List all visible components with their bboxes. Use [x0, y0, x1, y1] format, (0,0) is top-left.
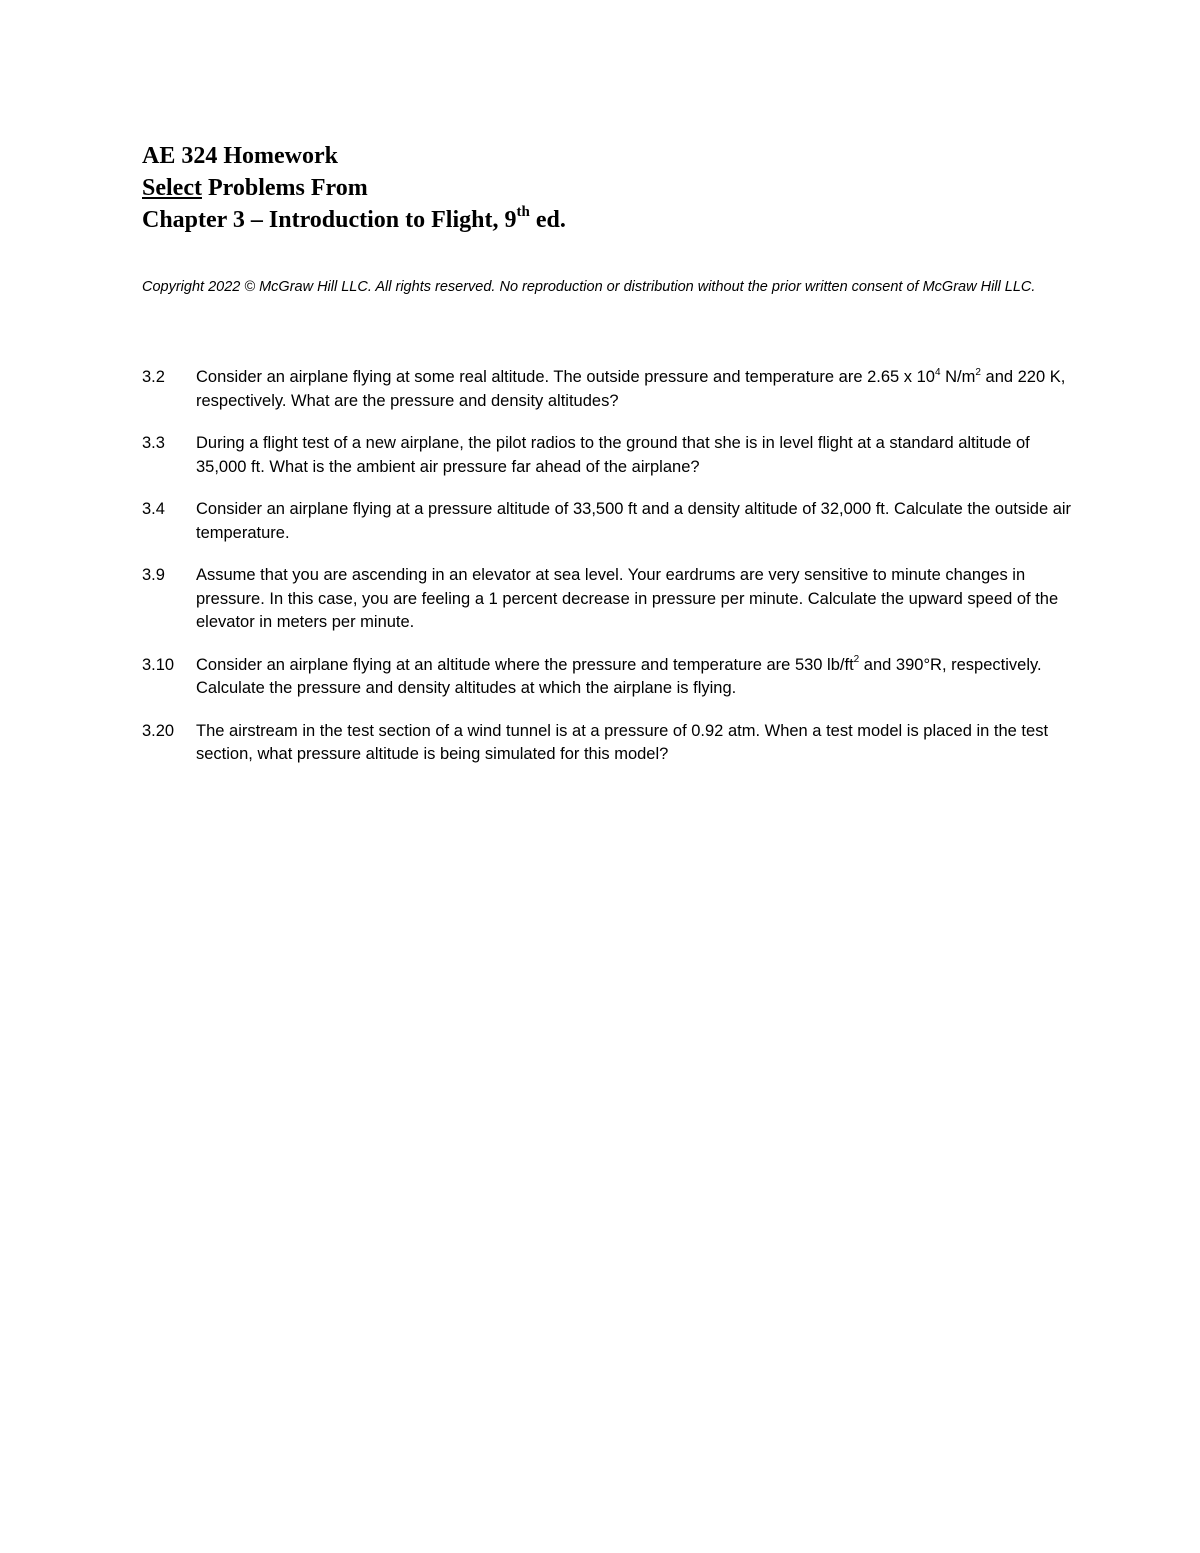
problem-text-part: and 220 K, respectively. What are the pressure and density altitudes? [196, 368, 1066, 410]
title-line-select-rest: Problems From [201, 175, 368, 201]
problem-text: The airstream in the test section of a wind tunnel is at a pressure of 0.92 atm. When a test model is placed in the test section, what pressure altitude is being simulated for this model? [196, 721, 1049, 763]
problem-item [142, 366, 1072, 413]
problem-number: 3.10 [142, 655, 175, 674]
problem-superscript: 2 [975, 366, 981, 378]
title-line-course: AE 324 Homework [142, 143, 338, 169]
problem-text-part: Consider an airplane flying at some real altitude. The outside pressure and temperature are 2.65 x 10 [196, 368, 935, 386]
title-chapter-superscript: th [516, 204, 530, 220]
problem-text: Consider an airplane flying at a pressure altitude of 33,500 ft and a density altitude of 32,000 ft. Calculate the outside air temperature. [196, 500, 1072, 542]
problem-list [142, 366, 1072, 786]
copyright-notice: Copyright 2022 © McGraw Hill LLC. All rights reserved. No reproduction or distribution without the prior written consent of McGraw Hill LLC. [142, 279, 1036, 295]
problem-number: 3.9 [142, 566, 165, 584]
problem-item [142, 564, 1072, 635]
document-title [142, 140, 1082, 236]
problem-text-part: Consider an airplane flying at an altitude where the pressure and temperature are 530 lb/ft [196, 655, 854, 674]
problem-text-part: N/m [940, 368, 976, 386]
title-line-select [142, 172, 1082, 204]
problem-superscript: 4 [934, 366, 941, 378]
problem-item [142, 432, 1072, 479]
problem-number: 3.3 [142, 434, 165, 452]
problem-item [142, 654, 1072, 701]
problem-text-part: and 390°R, respectively. Calculate the pressure and density altitudes at which the airplane is flying. [196, 655, 1042, 697]
problem-text [196, 366, 1072, 413]
problem-text: During a flight test of a new airplane, the pilot radios to the ground that she is in level flight at a standard altitude of 35,000 ft. What is the ambient air pressure far ahead of the airplane? [196, 434, 1030, 476]
problem-number: 3.20 [142, 721, 175, 740]
problem-superscript: 2 [853, 654, 860, 665]
title-chapter-tail: ed. [529, 207, 566, 233]
title-line-chapter [142, 204, 1082, 236]
problem-text [196, 654, 1072, 701]
title-chapter-text: Chapter 3 – Introduction to Flight, 9 [142, 207, 517, 233]
problem-number: 3.4 [142, 500, 165, 518]
problem-item [142, 720, 1072, 767]
problem-text: Assume that you are ascending in an elevator at sea level. Your eardrums are very sensitive to minute changes in pressure. In this case, you are feeling a 1 percent decrease in pressure per minute. Calculate the upward speed of the elevator in meters per minute. [196, 566, 1059, 631]
problem-number: 3.2 [142, 368, 165, 386]
title-underlined-word: Select [142, 175, 202, 201]
problem-item [142, 498, 1072, 545]
